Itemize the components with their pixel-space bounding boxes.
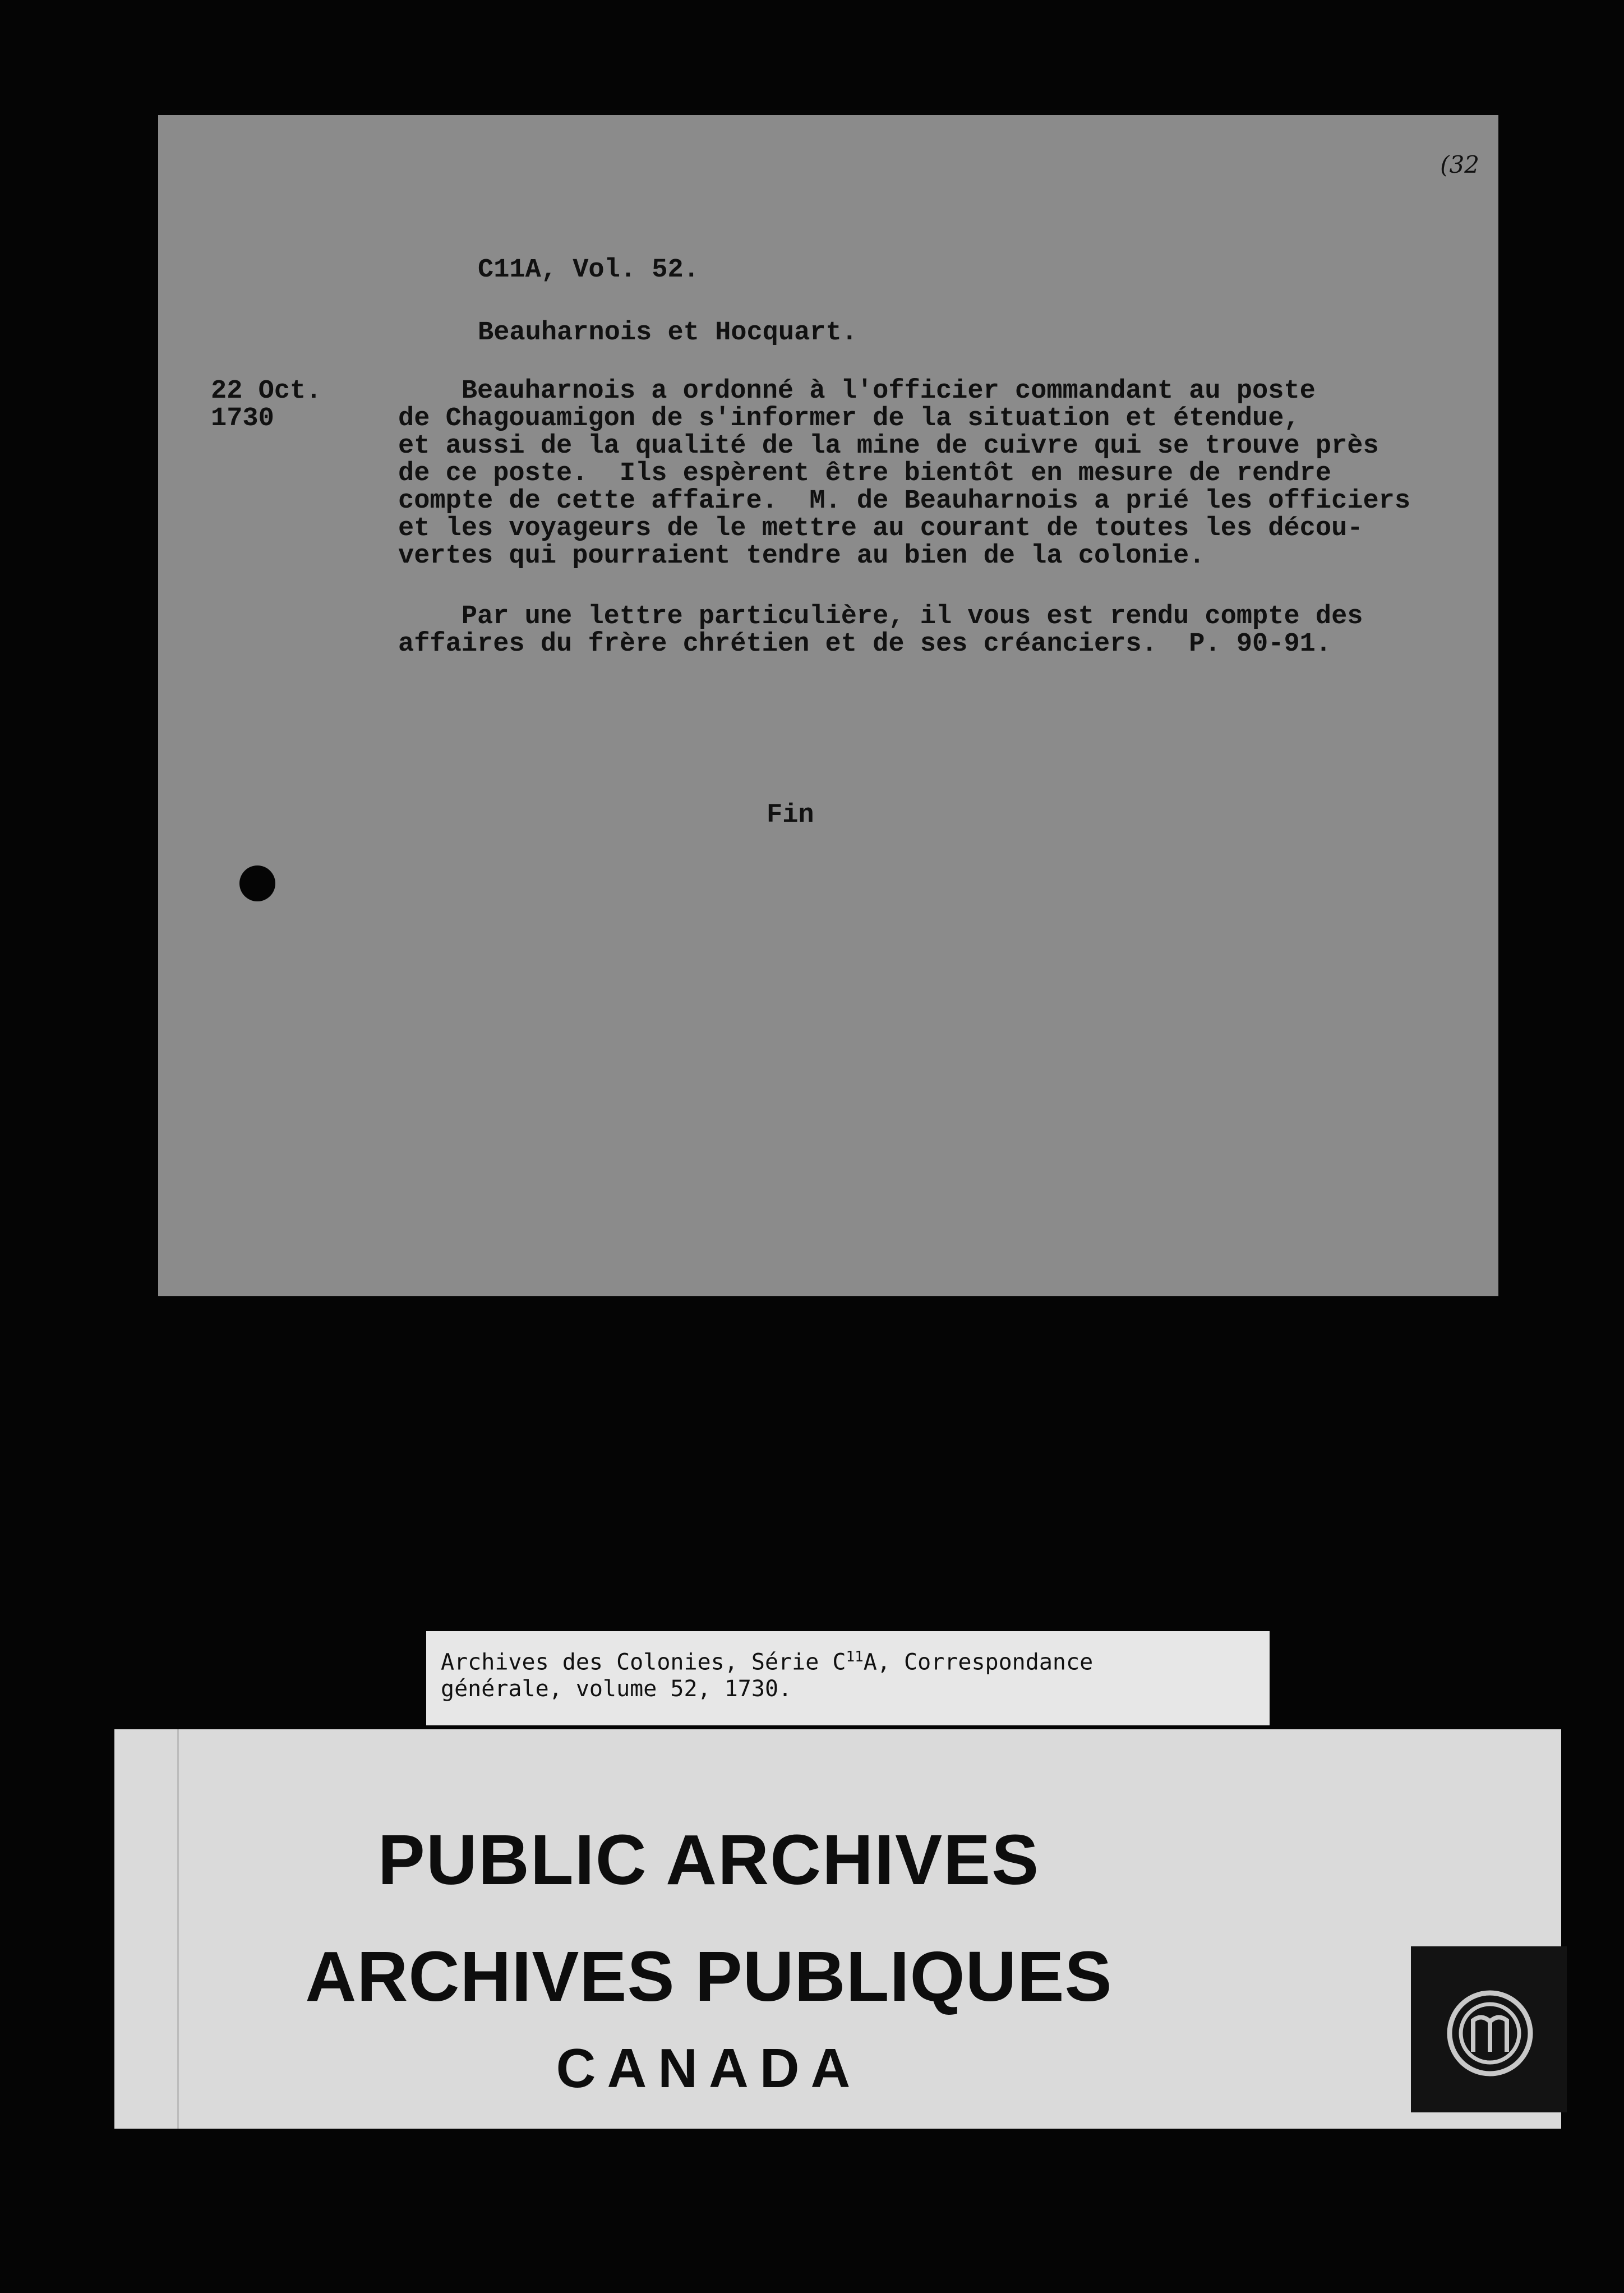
microfilm-logo-icon — [1411, 1946, 1567, 2112]
stamp-line-canada: CANADA — [556, 2037, 862, 2099]
text-line: Par une lettre particulière, il vous est rendu compte des — [398, 602, 1363, 632]
end-mark: Fin — [767, 800, 814, 830]
text-line: vertes qui pourraient tendre au bien de la colonie. — [398, 541, 1205, 571]
archive-caption — [426, 1631, 1270, 1725]
text-line: de Chagouamigon de s'informer de la situation et étendue, — [398, 404, 1300, 434]
text-line: compte de cette affaire. M. de Beauharnois a prié les officiers — [398, 486, 1411, 516]
date-day: 22 Oct. — [211, 376, 322, 406]
punch-hole — [239, 865, 275, 901]
caption-text: Archives des Colonies, Série $C^{11}A$, Correspondance générale, volume 52, 1730. — [441, 1649, 1094, 1702]
document-page — [158, 115, 1498, 1296]
correspondents-heading: Beauharnois et Hocquart. — [478, 318, 857, 348]
text-line: de ce poste. Ils espèrent être bientôt en mesure de rendre — [398, 459, 1332, 489]
series-heading: C11A, Vol. 52. — [478, 255, 699, 285]
date-year: 1730 — [211, 404, 274, 434]
archives-stamp — [114, 1729, 1561, 2129]
folio-number: ( 32 — [1440, 151, 1479, 178]
stamp-line-public-archives: PUBLIC ARCHIVES — [377, 1820, 1040, 1899]
text-line: et les voyageurs de le mettre au courant de toutes les décou- — [398, 514, 1363, 544]
text-line: Beauharnois a ordonné à l'officier commandant au poste — [398, 376, 1316, 406]
stamp-line-archives-publiques: ARCHIVES PUBLIQUES — [305, 1937, 1113, 2016]
text-line: affaires du frère chrétien et de ses créanciers. P. 90-91. — [398, 629, 1332, 659]
text-line: et aussi de la qualité de la mine de cuivre qui se trouve près — [398, 431, 1379, 461]
